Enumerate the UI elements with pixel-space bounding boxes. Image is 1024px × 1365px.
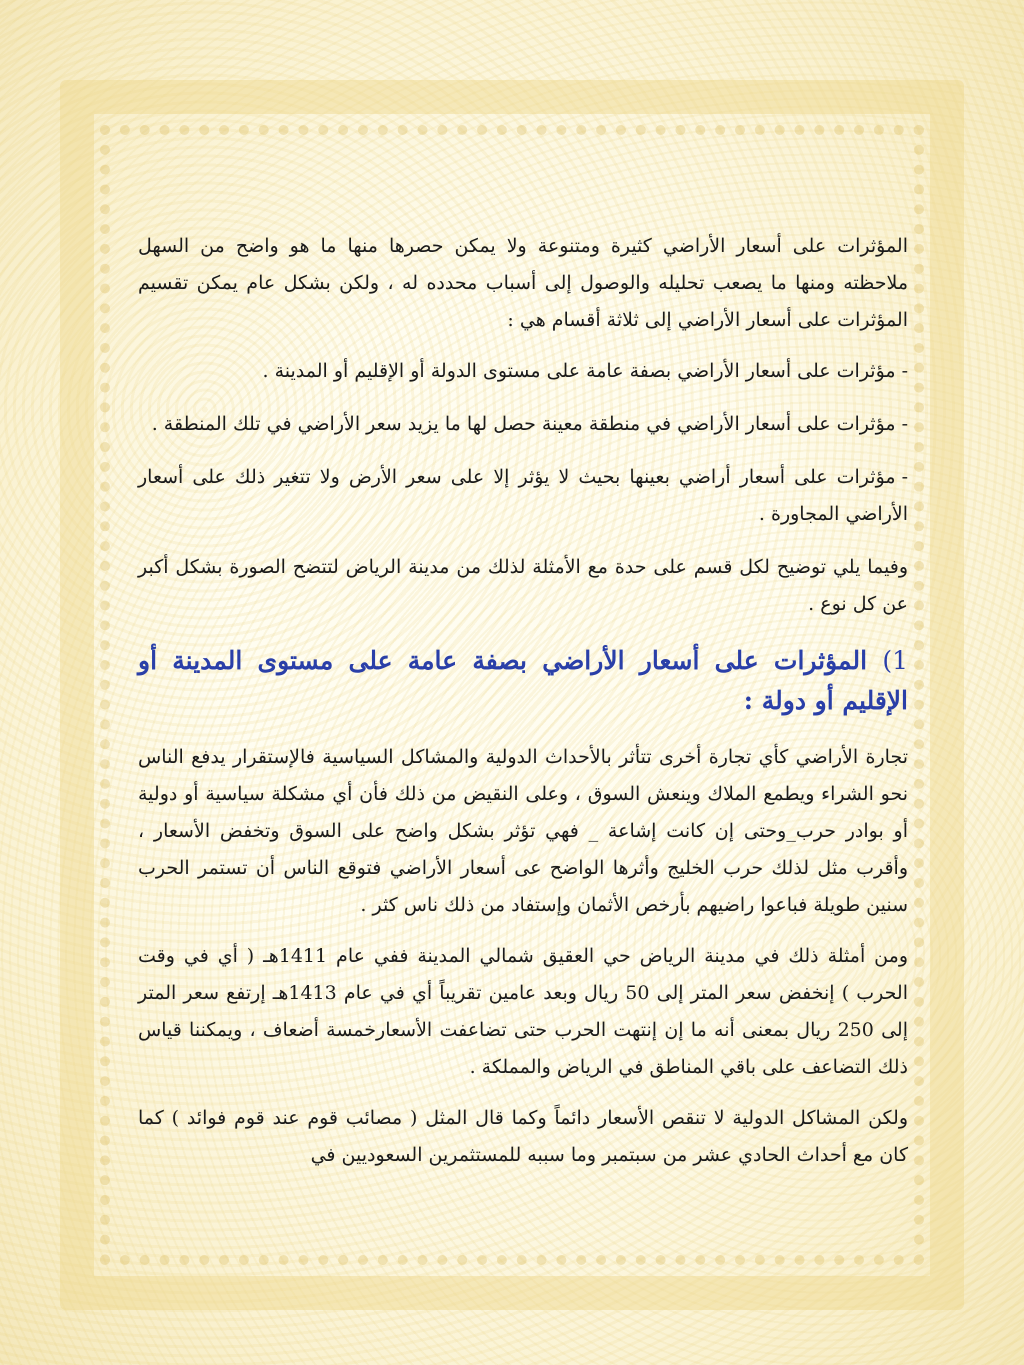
body-paragraph-1: تجارة الأراضي كأي تجارة أخرى تتأثر بالأحداث الدولية والمشاكل السياسية فالإستقرار يدفع الناس نحو الشراء ويطمع الملاك وينعش السوق ، وعلى النقيض من ذلك فأن أي مشكلة سياسية أو دولية أو بوادر حرب_وحتى إن كانت إشاعة _ فهي تؤثر بشكل واضح على السوق وتخفض الأسعار ، وأقرب مثل لذلك حرب الخليج وأثرها الواضح عى أسعار الأراضي فتوقع الناس أن تستمر الحرب سنين طويلة فباعوا راضيهم بأرخص الأثمان وإستفاد من ذلك ناس كثر . [138, 746, 908, 916]
bullet-item-1 [138, 353, 908, 390]
bullet-dash: - [901, 413, 908, 435]
bullet-dash: - [901, 466, 908, 488]
section-heading-text: المؤثرات على أسعار الأراضي بصفة عامة على مستوى المدينة أو الإقليم أو دولة : [138, 646, 908, 715]
bullet-dash: - [901, 360, 908, 382]
intro-paragraph: المؤثرات على أسعار الأراضي كثيرة ومتنوعة ولا يمكن حصرها منها ما هو واضح من السهل ملاحظته ومنها ما يصعب تحليله والوصول إلى أسباب محدده له ، ولكن بشكل عام يمكن تقسيم المؤثرات على أسعار الأراضي إلى ثلاثة أقسام هي : [138, 235, 908, 331]
body-paragraph-3: ولكن المشاكل الدولية لا تنقص الأسعار دائماً وكما قال المثل ( مصائب قوم عند قوم فوائد ) كما كان مع أحداث الحادي عشر من سبتمبر وما سببه للمستثمرين السعوديين في [138, 1107, 908, 1166]
bullet-item-2 [138, 406, 908, 443]
section-heading [138, 641, 908, 721]
document-body [138, 228, 908, 1188]
bullet-text: مؤثرات على أسعار أراضي بعينها بحيث لا يؤثر إلا على سعر الأرض ولا تتغير ذلك على أسعار الأراضي المجاورة . [138, 466, 908, 525]
body-paragraph-2: ومن أمثلة ذلك في مدينة الرياض حي العقيق شمالي المدينة ففي عام 1411هـ ( أي في وقت الحرب ) إنخفض سعر المتر إلى 50 ريال وبعد عامين تقريباً أي في عام 1413هـ إرتفع سعر المتر إلى 250 ريال بمعنى أنه ما إن إنتهت الحرب حتى تضاعفت الأسعارخمسة أضعاف ، ويمكننا قياس ذلك التضاعف على باقي المناطق في الرياض والمملكة . [138, 945, 908, 1078]
section-number: 1) [882, 646, 908, 675]
overview-paragraph: وفيما يلي توضيح لكل قسم على حدة مع الأمثلة لذلك من مدينة الرياض لتتضح الصورة بشكل أكبر عن كل نوع . [138, 556, 908, 615]
bullet-item-3 [138, 459, 908, 533]
bullet-text: مؤثرات على أسعار الأراضي في منطقة معينة حصل لها ما يزيد سعر الأراضي في تلك المنطقة . [151, 413, 896, 435]
bullet-text: مؤثرات على أسعار الأراضي بصفة عامة على مستوى الدولة أو الإقليم أو المدينة . [262, 360, 896, 382]
